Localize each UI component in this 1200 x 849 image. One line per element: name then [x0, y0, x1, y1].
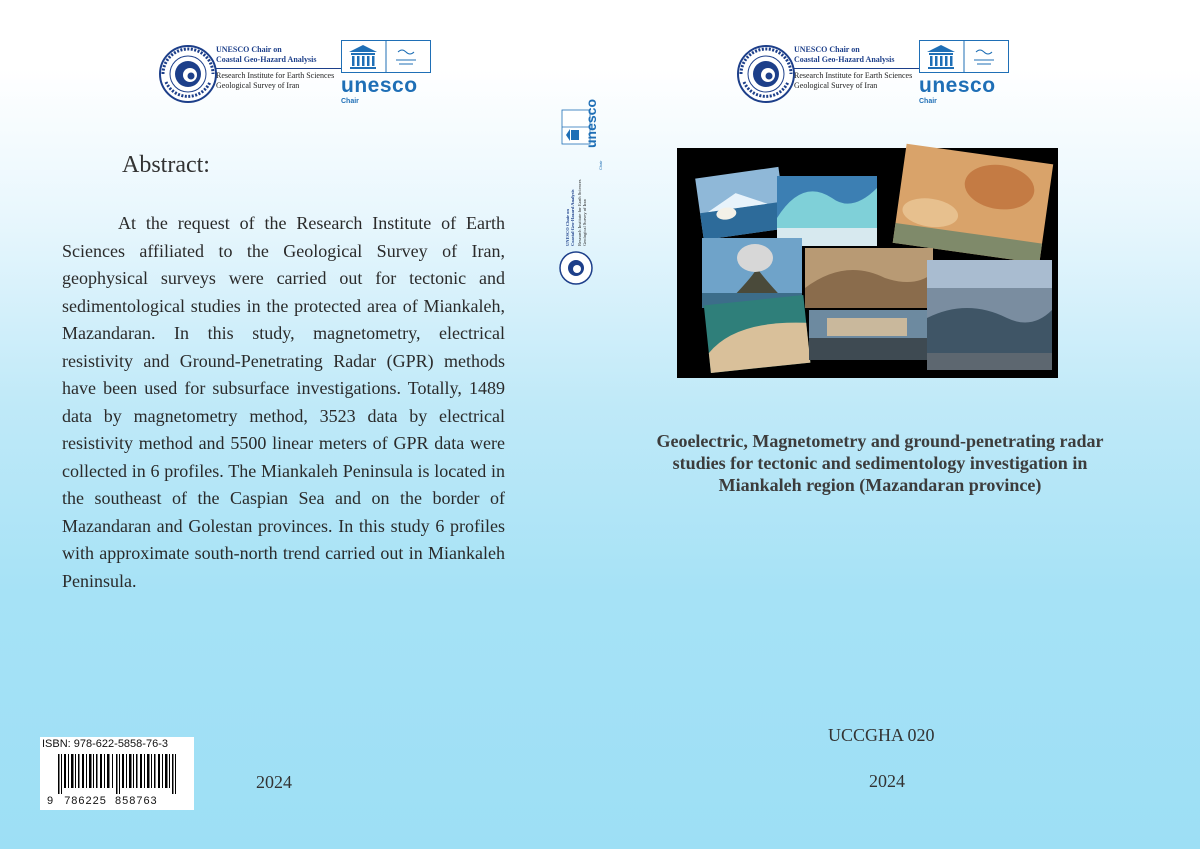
isbn-barcode: [40, 737, 194, 810]
logo-divider: [216, 68, 341, 69]
front-logo-block: [736, 40, 1016, 110]
spine-chair-name-2: Coastal Geo-Hazard Analysis: [570, 189, 575, 246]
institute-name: Research Institute for Earth Sciences Geological Survey of Iran: [794, 71, 913, 90]
institute-seal-icon: [158, 44, 218, 104]
barcode-digits: 9 786225 858763: [47, 795, 158, 807]
unesco-wordmark: unesco: [341, 74, 418, 97]
front-year: 2024: [869, 771, 905, 791]
spine-inst-1: Research Institute for Earth Sciences: [577, 179, 582, 246]
abstract-body: At the request of the Research Institute of Earth Sciences affiliated to the Geological Survey of Iran, geophysical surveys were carried out for tectonic and sedimentological studies in the protected area of Miankaleh, Mazandaran. In this study, magnetometry, electrical resistivity and Ground-Penetrating Radar (GPR) methods have been used for subsurface investigations. Totally, 1489 data by magnetometry method, 3523 data by electrical resistivity method and 5500 linear meters of GPR data were collected in 6 profiles. The Miankaleh Peninsula is located in the southeast of the Caspian Sea and on the border of Mazandaran and Golestan provinces. In this study 6 profiles with approximate south-north trend carried out in Miankaleh Peninsula.: [62, 213, 505, 591]
chair-name: UNESCO Chair on Coastal Geo-Hazard Analysis: [216, 45, 317, 64]
book-title: Geoelectric, Magnetometry and ground-penetrating radar studies for tectonic and sedimentology investigation in Miankaleh region (Mazandaran province): [656, 431, 1104, 495]
back-year: 2024: [256, 772, 292, 792]
spine-chair-text: Chair: [598, 160, 603, 170]
barcode-icon: [58, 754, 184, 794]
abstract-title: Abstract:: [122, 152, 210, 178]
collage-illustration: [677, 148, 1058, 378]
chair-name: UNESCO Chair on Coastal Geo-Hazard Analysis: [794, 45, 895, 64]
hazard-photo-collage: [677, 148, 1058, 378]
spine-logo: [550, 98, 603, 298]
institute-seal-icon: [736, 44, 796, 104]
logo-divider: [794, 68, 919, 69]
isbn-label: ISBN: 978-622-5858-76-3: [42, 738, 168, 750]
unesco-wordmark: unesco: [919, 74, 996, 97]
spine-unesco-text: unesco: [583, 98, 599, 148]
institute-name: Research Institute for Earth Sciences Geological Survey of Iran: [216, 71, 335, 90]
unesco-chair-label: Chair: [919, 98, 937, 105]
series-code: UCCGHA 020: [828, 725, 935, 745]
unesco-chair-label: Chair: [341, 98, 359, 105]
spine-chair-name-1: UNESCO Chair on: [565, 209, 570, 246]
spine-inst-2: Geological Survey of Iran: [582, 199, 587, 246]
back-logo-block: [158, 40, 438, 110]
